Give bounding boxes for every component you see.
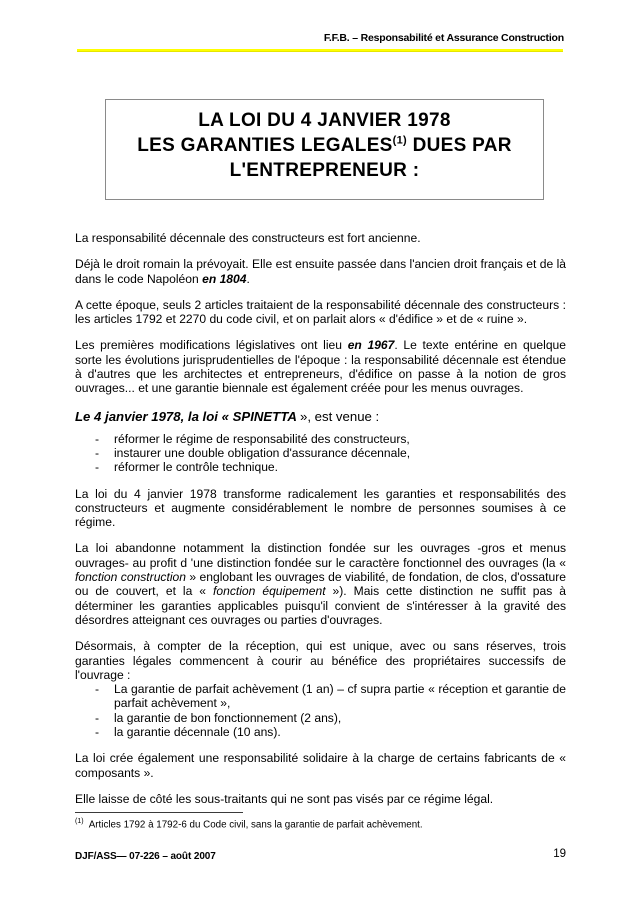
text-segment: », est venue : (300, 408, 380, 424)
list-item-text (114, 460, 566, 474)
text-segment: A cette époque, seuls 2 articles traitaient de la responsabilité décennale des constructeurs : les articles 1792 et 2270 du code civil, et on parlait alors « d'édifice » et de « ruine ». (75, 297, 566, 327)
text-segment: Désormais, à compter de la réception, qui est unique, avec ou sans réserves, trois garanties légales commencent à courir au bénéfice des propriétaires successifs de l'ouvrage : (75, 639, 566, 682)
text-segment: DUES PAR (407, 135, 512, 156)
paragraph (75, 487, 566, 530)
paragraph (75, 751, 566, 780)
list-item-text (114, 725, 566, 739)
text-segment: La garantie de parfait achèvement (1 an) – cf supra partie « réception et garantie de parfait achèvement », (114, 682, 566, 711)
footnote-rule (75, 812, 243, 813)
document-body (75, 231, 566, 818)
text-segment: en 1804 (202, 271, 247, 286)
list-dash: - (95, 725, 100, 740)
text-segment: instaurer une double obligation d'assurance décennale, (114, 445, 411, 460)
text-segment: (1) (392, 134, 408, 147)
list-dash: - (95, 682, 100, 697)
text-segment: La responsabilité décennale des constructeurs est fort ancienne. (75, 231, 421, 245)
text-segment: Déjà le droit romain la prévoyait. Elle est ensuite passée dans l'ancien droit français et de là dans le code Napoléon (75, 257, 566, 286)
paragraph (75, 541, 566, 627)
paragraph (75, 338, 566, 395)
paragraph (75, 639, 566, 682)
text-segment: La loi abandonne notamment la distinction fondée sur les ouvrages -gros et menus ouvrages- au profit d 'une distinction fondée sur le caractère fonctionnel des ouvrages (la « (75, 541, 566, 570)
bullet-list (75, 682, 566, 739)
text-segment: LES GARANTIES LEGALES (137, 135, 393, 156)
section-heading (75, 408, 566, 425)
footnote-marker: (1) (75, 818, 84, 825)
list-item-text (114, 682, 566, 711)
text-segment: » englobant les ouvrages de viabilité, de fondation, de clos, d'ossature ou de couvert, et la « (75, 570, 566, 599)
footnote (75, 818, 566, 830)
text-segment: La loi crée également une responsabilité solidaire à la charge de certains fabricants de « composants ». (75, 751, 566, 780)
text-segment: Le 4 janvier 1978, la loi « SPINETTA (75, 408, 301, 424)
text-segment: réformer le régime de responsabilité des constructeurs, (114, 431, 410, 446)
list-dash: - (95, 460, 100, 475)
list-item-text (114, 711, 566, 725)
list-dash: - (95, 445, 100, 460)
paragraph (75, 298, 566, 327)
text-segment: . (246, 271, 250, 286)
footer-reference: DJF/ASS— 07-226 – août 2007 (75, 851, 216, 862)
list-item (75, 725, 566, 739)
header-rule (77, 49, 563, 52)
list-item (75, 460, 566, 474)
text-segment: la garantie décennale (10 ans). (114, 725, 281, 740)
title-box (105, 99, 544, 200)
paragraph (75, 257, 566, 286)
footnote-text: Articles 1792 à 1792-6 du Code civil, sans la garantie de parfait achèvement. (88, 819, 423, 831)
text-segment: fonction construction (75, 570, 186, 585)
text-segment: en 1967 (347, 338, 395, 353)
list-dash: - (95, 431, 100, 446)
text-segment: Elle laisse de côté les sous-traitants qui ne sont pas visés par ce régime légal. (75, 791, 494, 806)
text-segment: L'ENTREPRENEUR : (229, 160, 420, 181)
paragraph (75, 231, 566, 245)
text-segment: réformer le contrôle technique. (114, 460, 279, 475)
list-item-text (114, 432, 566, 446)
list-item (75, 682, 566, 711)
list-item (75, 446, 566, 460)
title-line (106, 158, 543, 183)
list-item (75, 432, 566, 446)
bullet-list (75, 432, 566, 475)
list-item-text (114, 446, 566, 460)
page-header: F.F.B. – Responsabilité et Assurance Construction (323, 32, 564, 44)
list-item (75, 711, 566, 725)
title-line (106, 133, 543, 158)
text-segment: Les premières modifications législatives ont lieu (75, 338, 348, 353)
text-segment: fonction équipement (213, 584, 326, 599)
text-segment: . Le texte entérine en quelque sorte les évolutions jurisprudentielles de l'époque : la responsabilité décennale est étendue à d'autres que les architectes et entrepreneurs, d'édifice on passe à la notion de gros ouvrages... et une garantie biennale est également créée pour les menus ouvrages. (75, 338, 566, 396)
page-number: 19 (553, 848, 566, 860)
text-segment: LA LOI DU 4 JANVIER 1978 (198, 110, 451, 131)
paragraph (75, 792, 566, 806)
list-dash: - (95, 710, 100, 725)
title-line (106, 108, 543, 133)
text-segment: La loi du 4 janvier 1978 transforme radicalement les garanties et responsabilités des constructeurs et augmente considérablement le nombre de personnes soumises à ce régime. (75, 486, 566, 530)
text-segment: la garantie de bon fonctionnement (2 ans), (114, 710, 342, 725)
text-segment: »). Mais cette distinction ne suffit pas à déterminer les garanties applicables puisqu'il convient de s'intéresser à la gravité des désordres atteignant ces ouvrages ou parties d'ouvrages. (75, 584, 567, 627)
